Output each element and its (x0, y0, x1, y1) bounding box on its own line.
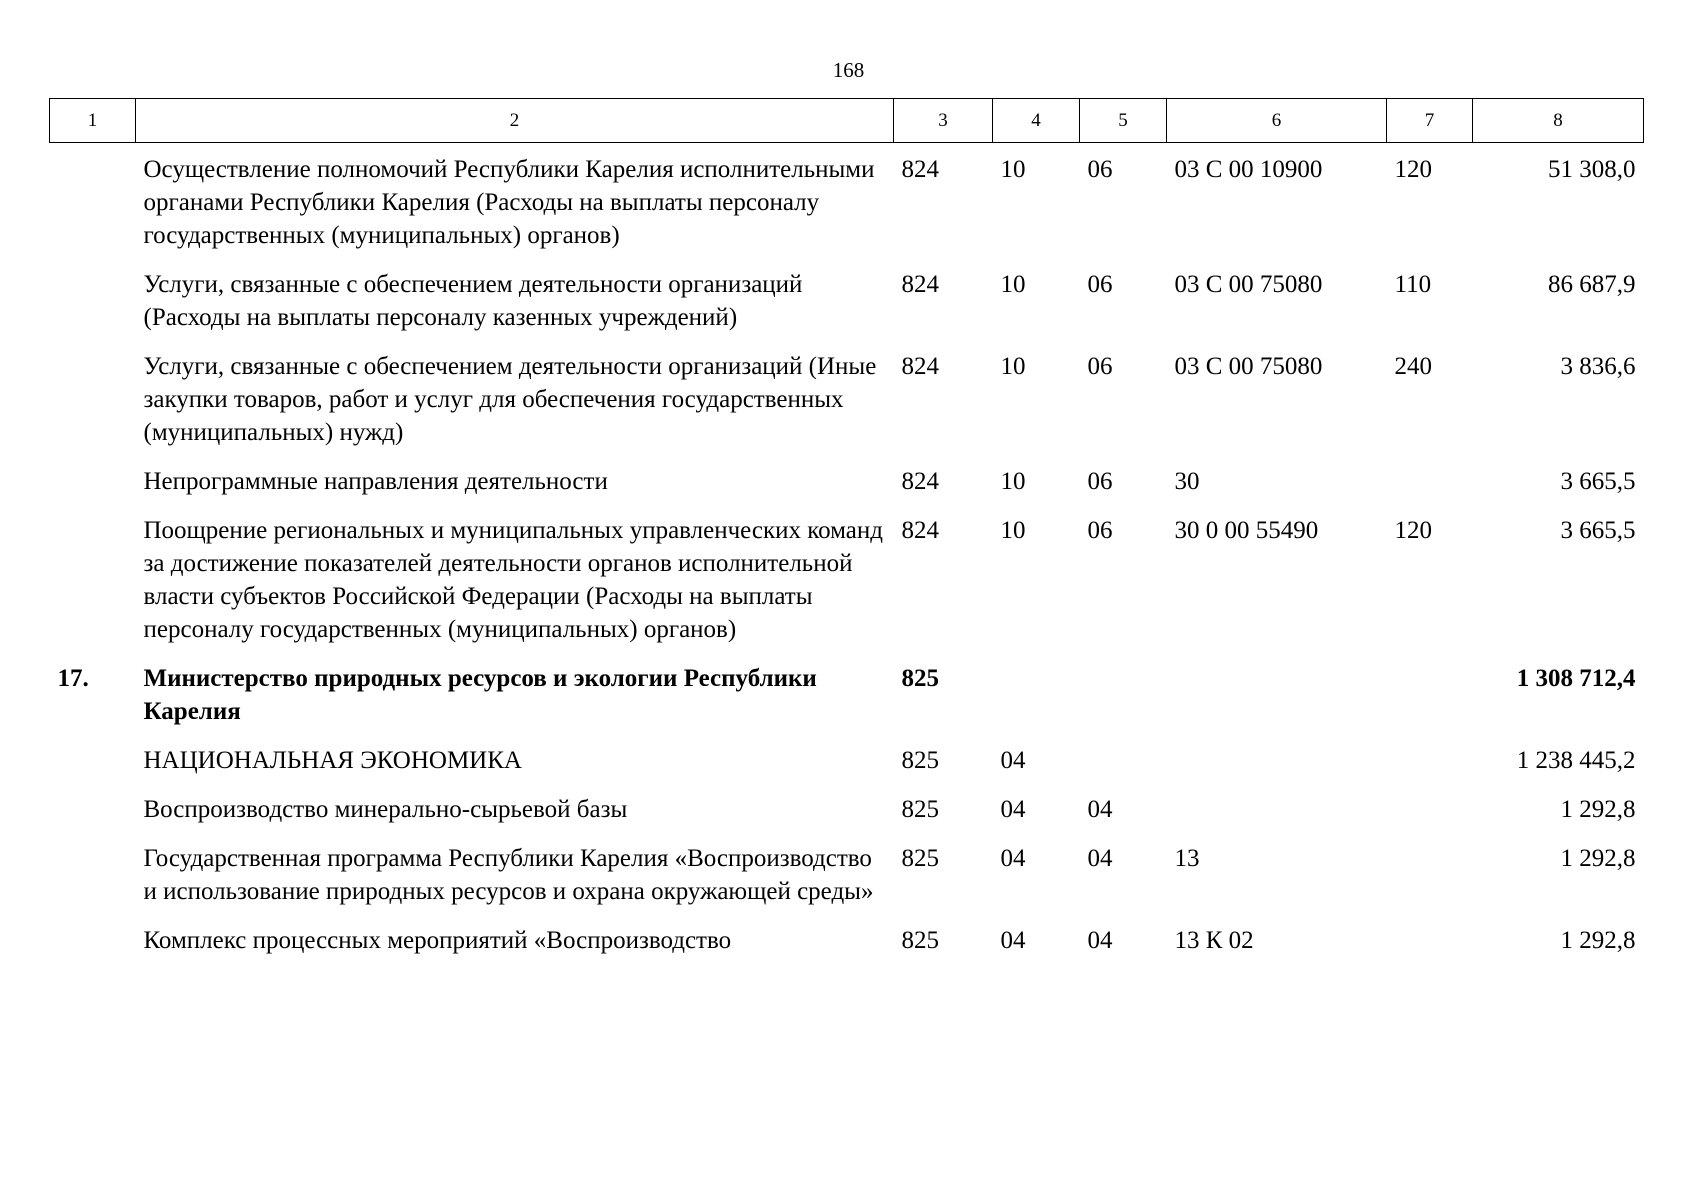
target-code: 13 К 02 (1174, 927, 1254, 954)
section-code: 10 (1000, 156, 1026, 183)
row-name: НАЦИОНАЛЬНАЯ ЭКОНОМИКА (143, 747, 522, 774)
section-code: 04 (1000, 796, 1026, 823)
table-row (50, 834, 1644, 916)
target-code: 30 0 00 55490 (1174, 517, 1319, 544)
column-header: 5 (1080, 99, 1167, 143)
ministry-code: 824 (901, 517, 939, 544)
subsection-code: 04 (1087, 845, 1113, 872)
subsection-code: 06 (1087, 156, 1113, 183)
row-number (50, 834, 136, 916)
row-name: Воспроизводство минерально-сырьевой базы (143, 796, 628, 823)
ministry-code: 824 (901, 271, 939, 298)
amount: 1 238 445,2 (1516, 747, 1636, 774)
table-row (50, 457, 1644, 506)
row-name: Комплекс процессных мероприятий «Воспроизводство (143, 927, 732, 954)
expense-type-code (1387, 457, 1473, 506)
row-number: 17. (57, 665, 89, 692)
row-name: Министерство природных ресурсов и экологии Республики Карелия (143, 665, 817, 725)
subsection-code (1080, 736, 1167, 785)
section-code: 10 (1000, 517, 1026, 544)
subsection-code (1080, 654, 1167, 736)
row-name: Поощрение региональных и муниципальных управленческих команд за достижение показателей деятельности органов исполнительной власти субъектов Российской Федерации (Расходы на выплаты персоналу государственных (муниципальных) органов) (143, 517, 884, 643)
table-row-ministry (50, 654, 1644, 736)
expense-type-code (1387, 785, 1473, 834)
table-row (50, 916, 1644, 965)
amount: 3 836,6 (1560, 353, 1636, 380)
table-row (50, 785, 1644, 834)
row-number (50, 143, 136, 261)
expense-type-code (1387, 654, 1473, 736)
amount: 1 292,8 (1560, 845, 1636, 872)
row-number (50, 916, 136, 965)
amount: 51 308,0 (1548, 156, 1636, 183)
ministry-code: 825 (901, 747, 939, 774)
subsection-code: 04 (1087, 927, 1113, 954)
expense-type-code (1387, 916, 1473, 965)
table-row (50, 260, 1644, 342)
ministry-code: 824 (901, 468, 939, 495)
column-header: 1 (50, 99, 136, 143)
row-name: Услуги, связанные с обеспечением деятельности организаций (Иные закупки товаров, работ и услуг для обеспечения государственных (муниципальных) нужд) (143, 353, 877, 446)
subsection-code: 06 (1087, 517, 1113, 544)
ministry-code: 824 (901, 353, 939, 380)
expense-type-code: 110 (1394, 271, 1432, 298)
budget-table (49, 98, 1644, 965)
subsection-code: 06 (1087, 468, 1113, 495)
row-number (50, 785, 136, 834)
row-number (50, 736, 136, 785)
section-code: 10 (1000, 468, 1026, 495)
table-row (50, 506, 1644, 654)
target-code (1167, 654, 1387, 736)
table-row (50, 736, 1644, 785)
target-code (1167, 785, 1387, 834)
subsection-code: 06 (1087, 271, 1113, 298)
table-row (50, 143, 1644, 261)
row-name: Непрограммные направления деятельности (143, 468, 608, 495)
row-name: Осуществление полномочий Республики Карелия исполнительными органами Республики Карелия (Расходы на выплаты персоналу государственных (муниципальных) органов) (143, 156, 875, 249)
ministry-code: 825 (901, 845, 939, 872)
amount: 86 687,9 (1548, 271, 1636, 298)
table-row (50, 342, 1644, 457)
column-header: 4 (993, 99, 1080, 143)
row-number (50, 342, 136, 457)
expense-type-code: 120 (1394, 517, 1432, 544)
subsection-code: 04 (1087, 796, 1113, 823)
column-header: 8 (1473, 99, 1644, 143)
target-code: 03 С 00 75080 (1174, 353, 1323, 380)
expense-type-code (1387, 736, 1473, 785)
section-code (993, 654, 1080, 736)
section-code: 04 (1000, 845, 1026, 872)
expense-type-code (1387, 834, 1473, 916)
ministry-code: 825 (901, 927, 939, 954)
amount: 1 308 712,4 (1516, 665, 1636, 692)
header-row (50, 99, 1644, 143)
column-header: 7 (1387, 99, 1473, 143)
ministry-code: 825 (901, 665, 939, 692)
amount: 1 292,8 (1560, 927, 1636, 954)
row-name: Услуги, связанные с обеспечением деятельности организаций (Расходы на выплаты персоналу казенных учреждений) (143, 271, 803, 331)
expense-type-code: 120 (1394, 156, 1432, 183)
row-number (50, 457, 136, 506)
row-name: Государственная программа Республики Карелия «Воспроизводство и использование природных ресурсов и охрана окружающей среды» (143, 845, 874, 905)
target-code: 13 (1174, 845, 1200, 872)
target-code: 03 С 00 10900 (1174, 156, 1323, 183)
target-code (1167, 736, 1387, 785)
target-code: 30 (1174, 468, 1200, 495)
section-code: 04 (1000, 927, 1026, 954)
subsection-code: 06 (1087, 353, 1113, 380)
row-number (50, 260, 136, 342)
row-number (50, 506, 136, 654)
page-number: 168 (832, 58, 865, 82)
column-header: 2 (136, 99, 894, 143)
section-code: 10 (1000, 271, 1026, 298)
ministry-code: 824 (901, 156, 939, 183)
target-code: 03 С 00 75080 (1174, 271, 1323, 298)
section-code: 10 (1000, 353, 1026, 380)
amount: 1 292,8 (1560, 796, 1636, 823)
amount: 3 665,5 (1560, 468, 1636, 495)
amount: 3 665,5 (1560, 517, 1636, 544)
column-header: 6 (1167, 99, 1387, 143)
ministry-code: 825 (901, 796, 939, 823)
section-code: 04 (1000, 747, 1026, 774)
expense-type-code: 240 (1394, 353, 1432, 380)
column-header: 3 (894, 99, 993, 143)
